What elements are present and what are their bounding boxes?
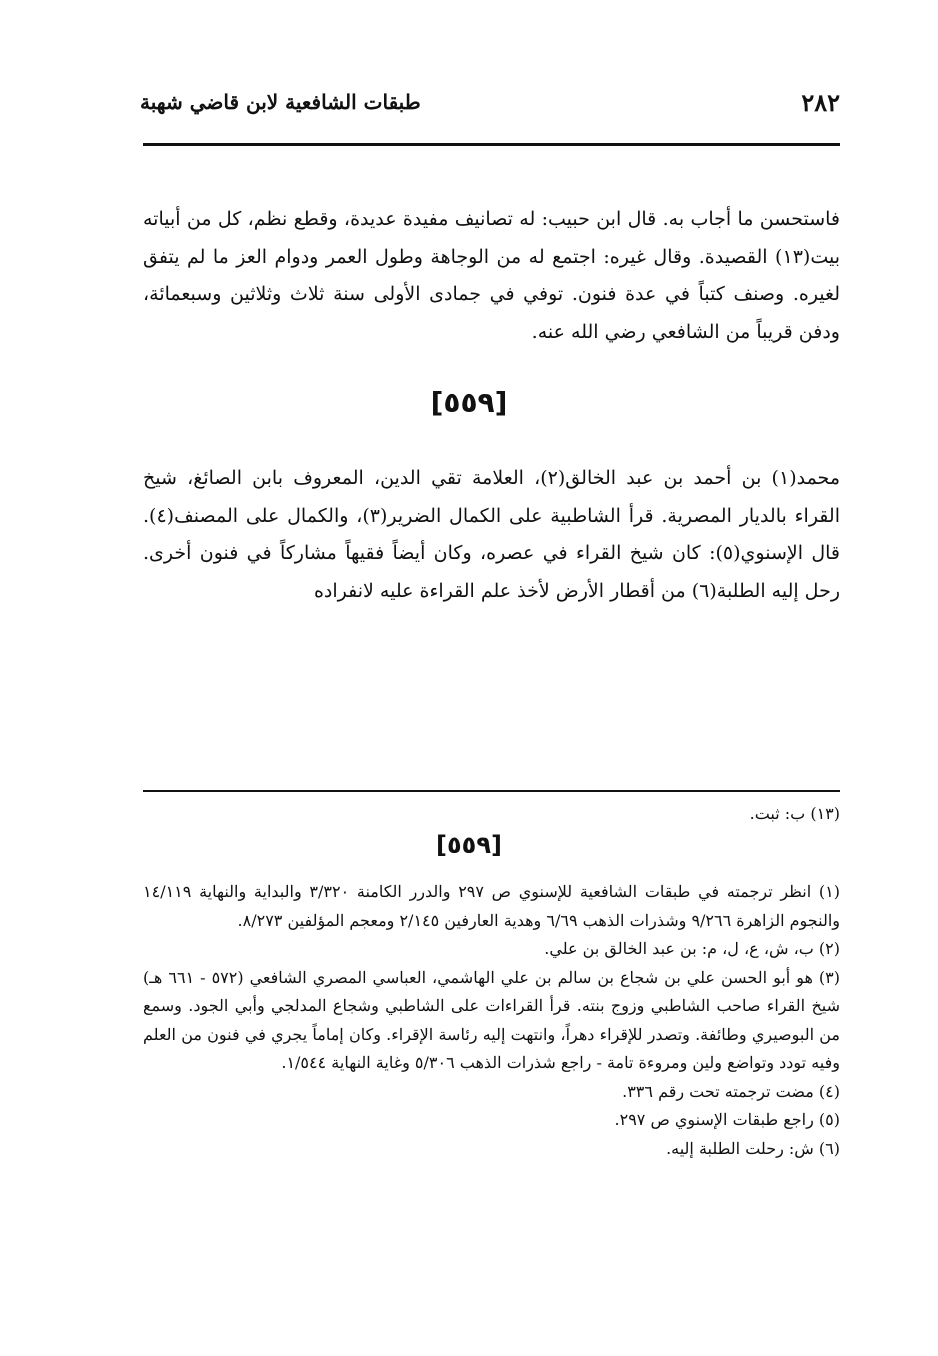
- footnote-1: (١) انظر ترجمته في طبقات الشافعية للإسنوي ص ٢٩٧ والدرر الكامنة ٣/٣٢٠ والبداية والنهاية ١٤/١١٩ والنجوم الزاهرة ٩/٢٦٦ وشذرات الذهب ٦/٦٩ وهدية العارفين ٢/١٤٥ ومعجم المؤلفين ٨/٢٧٣.: [143, 882, 840, 930]
- running-title: طبقات الشافعية لابن قاضي شهبة: [140, 90, 421, 114]
- footnote-separator: [143, 790, 840, 792]
- footnote-6: (٦) ش: رحلت الطلبة إليه.: [666, 1138, 840, 1158]
- entry-number-heading: [٥٥٩]: [430, 386, 508, 419]
- body-paragraph-2: محمد(١) بن أحمد بن عبد الخالق(٢)، العلامة تقي الدين، المعروف بابن الصائغ، شيخ القراء بالديار المصرية. قرأ الشاطبية على الكمال الضرير(٣)، والكمال على المصنف(٤). قال الإسنوي(٥): كان شيخ القراء في عصره، وكان أيضاً فقيهاً مشاركاً في فنون أخرى. رحل إليه الطلبة(٦) من أقطار الأرض لأخذ علم القراءة عليه لانفراده: [143, 467, 840, 602]
- footnote-3: (٣) هو أبو الحسن علي بن شجاع بن سالم بن علي الهاشمي، العباسي المصري الشافعي (٥٧٢ - ٦٦١ هـ) شيخ القراء صاحب الشاطبي وزوج بنته. قرأ القراءات على الشاطبي وشجاع المدلجي وأبي الجود. وسمع من البوصيري وطائفة. وتصدر للإقراء دهراً، وانتهت إليه رئاسة الإقراء. وكان إماماً يجري في فنون من العلم وفيه تودد وتواضع ولين ومروءة تامة - راجع شذرات الذهب ٥/٣٠٦ وغاية النهاية ١/٥٤٤.: [143, 967, 841, 1072]
- page-header: [140, 88, 840, 128]
- body-paragraph-1: فاستحسن ما أجاب به. قال ابن حبيب: له تصانيف مفيدة عديدة، وقطع نظم، كل من أبياته بيت(١٣) القصيدة. وقال غيره: اجتمع له من الوجاهة وطول العمر ودوام العز ما لم يتفق لغيره. وصنف كتباً في عدة فنون. توفي في جمادى الأولى سنة ثلاث وثلاثين وسبعمائة، ودفن قريباً من الشافعي رضي الله عنه.: [143, 208, 841, 343]
- footnotes-entry-number: [٥٥٩]: [436, 831, 502, 859]
- footnote-13: (١٣) ب: ثبت.: [749, 804, 840, 823]
- footnote-2: (٢) ب، ش، ع، ل، م: بن عبد الخالق بن علي.: [544, 939, 840, 958]
- footnote-list: [143, 878, 840, 1163]
- footnote-4: (٤) مضت ترجمته تحت رقم ٣٣٦.: [622, 1081, 840, 1101]
- page-number: ٢٨٢: [801, 88, 840, 117]
- footnote-5: (٥) راجع طبقات الإسنوي ص ٢٩٧.: [614, 1110, 840, 1129]
- header-rule: [143, 143, 840, 146]
